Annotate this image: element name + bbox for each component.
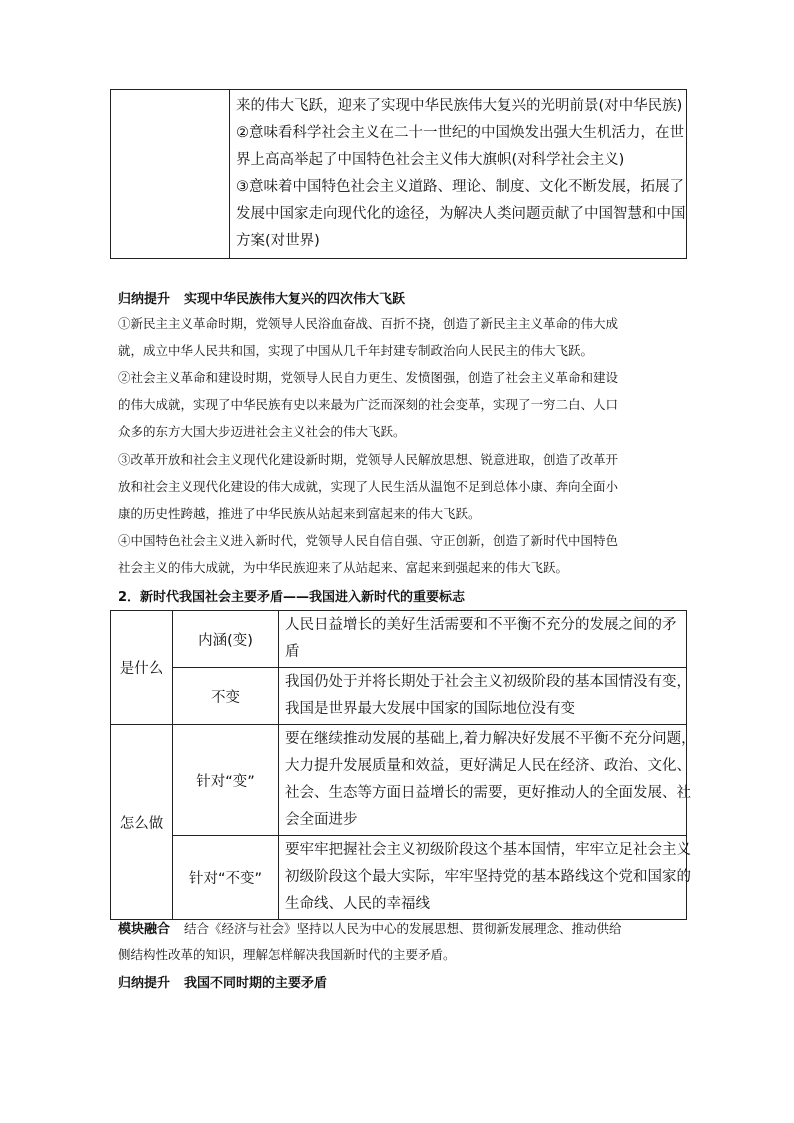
summary-line: 社会主义的伟大成就，为中华民族迎来了从站起来、富起来到强起来的伟大飞跃。 [118, 560, 569, 575]
bian-text [279, 725, 696, 836]
table-line: 方案(对世界) [236, 233, 320, 249]
main-contradiction-table [110, 610, 696, 920]
bubian-text [279, 668, 691, 725]
summary-line: 众多的东方大国大步迈进社会主义社会的伟大飞跃。 [118, 424, 406, 439]
summary-line: 康的历史性跨越，推进了中华民族从站起来到富起来的伟大飞跃。 [118, 506, 481, 521]
table-line: ②意味看科学社会主义在二十一世纪的中国焕发出强大生机活力，在世 [236, 125, 684, 141]
module-text-line: 侧结构性改革的知识，理解怎样解决我国新时代的主要矛盾。 [118, 947, 456, 962]
summary-heading [118, 288, 405, 307]
table-line: 会全面进步 [285, 812, 358, 828]
summary2-title: 我国不同时期的主要矛盾 [184, 976, 328, 991]
summary-line: ②社会主义革命和建设时期，党领导人民自力更生、发愤图强，创造了社会主义革命和建设 [118, 370, 619, 385]
summary2-heading [118, 972, 327, 991]
summary-label: 归纳提升 [118, 292, 171, 307]
summary-line: 就，成立中华人民共和国，实现了中国从几千年封建专制政治向人民民主的伟大飞跃。 [118, 343, 594, 358]
section-title: 2．新时代我国社会主要矛盾——我国进入新时代的重要标志 [118, 590, 466, 605]
continued-table [110, 89, 687, 259]
neihan-label: 内涵(变) [173, 611, 279, 668]
table-line: 来的伟大飞跃，迎来了实现中华民族伟大复兴的光明前景(对中华民族) [236, 98, 683, 114]
what-label: 是什么 [111, 611, 173, 725]
summary2-label: 归纳提升 [118, 976, 171, 991]
summary-line: ④中国特色社会主义进入新时代，党领导人民自信自强、守正创新，创造了新时代中国特色 [118, 533, 619, 548]
table-line: 要牢牢把握社会主义初级阶段这个基本国情，牢牢立足社会主义 [285, 842, 691, 858]
summary-line: 的伟大成就，实现了中华民族有史以来最为广泛而深刻的社会变革，实现了一穷二白、人口 [118, 397, 619, 412]
bian-label: 针对“变” [173, 725, 279, 836]
table-line: 我国仍处于并将长期处于社会主义初级阶段的基本国情没有变， [285, 674, 691, 690]
table-line: 要在继续推动发展的基础上,着力解决好发展不平衡不充分问题， [285, 731, 696, 747]
summary-line: ③改革开放和社会主义现代化建设新时期，党领导人民解放思想、锐意进取，创造了改革开 [118, 452, 619, 467]
module-label: 模块融合 [118, 922, 171, 937]
table-line: 我国是世界最大发展中国家的国际地位没有变 [285, 701, 575, 717]
table-line: 大力提升发展质量和效益，更好满足人民在经济、政治、文化、 [285, 758, 691, 774]
neihan-text: 人民日益增长的美好生活需要和不平衡不充分的发展之间的矛盾 [279, 611, 687, 668]
summary-title: 实现中华民族伟大复兴的四次伟大飞跃 [184, 292, 406, 307]
continued-table-left-cell [111, 90, 230, 259]
how-label: 怎么做 [111, 725, 173, 920]
table-line: 社会、生态等方面日益增长的需要，更好推动人的全面发展、社 [285, 785, 691, 801]
module-line [118, 918, 622, 937]
module-text: 结合《经济与社会》坚持以人民为中心的发展思想、贯彻新发展理念、推动供给 [184, 921, 622, 936]
continued-table-text-cell [230, 90, 687, 259]
summary-line: 放和社会主义现代化建设的伟大成就，实现了人民生活从温饱不足到总体小康、奔向全面小 [118, 479, 619, 494]
bubian2-text [279, 836, 691, 920]
bubian2-label: 针对“不变” [173, 836, 279, 920]
summary-line: ①新民主主义革命时期，党领导人民浴血奋战、百折不挠，创造了新民主主义革命的伟大成 [118, 316, 619, 331]
table-line: ③意味着中国特色社会主义道路、理论、制度、文化不断发展，拓展了 [236, 179, 684, 195]
table-line: 生命线、人民的幸福线 [285, 896, 430, 912]
bubian-label: 不变 [173, 668, 279, 725]
table-line: 发展中国家走向现代化的途径，为解决人类问题贡献了中国智慧和中国 [236, 206, 686, 222]
table-line: 初级阶段这个最大实际，牢牢坚持党的基本路线这个党和国家的 [285, 869, 691, 885]
table-line: 界上高高举起了中国特色社会主义伟大旗帜(对科学社会主义) [236, 152, 625, 168]
